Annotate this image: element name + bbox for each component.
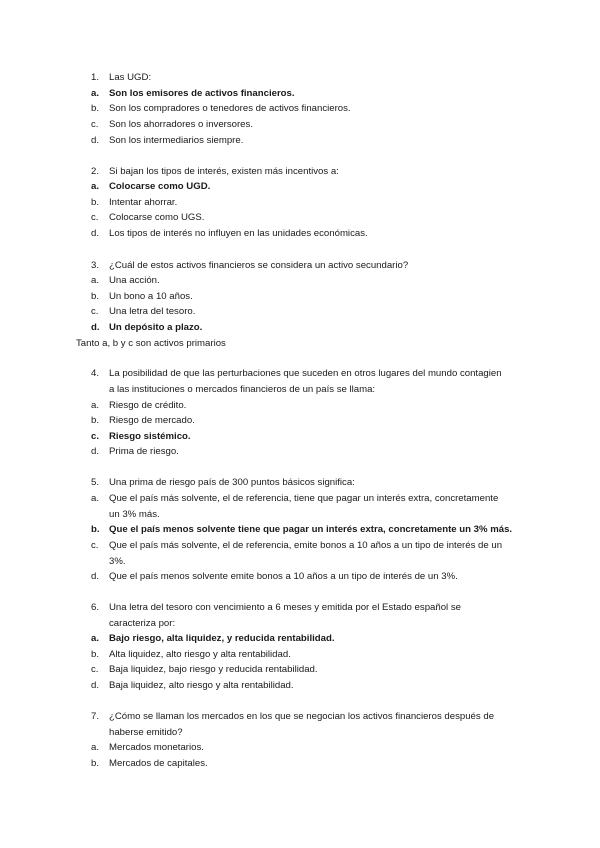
answer-note: Tanto a, b y c son activos primarios <box>76 338 226 349</box>
option-letter: a. <box>91 633 100 644</box>
option-letter: d. <box>91 571 100 582</box>
option-text: Los tipos de interés no influyen en las unidades económicas. <box>109 228 368 239</box>
question-text: Las UGD: <box>109 72 152 83</box>
correct-option-text: Son los emisores de activos financieros. <box>109 88 295 99</box>
question-text: Si bajan los tipos de interés, existen más incentivos a: <box>109 166 339 177</box>
option-letter: a. <box>91 742 100 753</box>
option-letter: c. <box>91 664 99 675</box>
option-letter: b. <box>91 649 100 660</box>
option-text: Baja liquidez, bajo riesgo y reducida rentabilidad. <box>109 664 318 675</box>
option-letter: b. <box>91 758 100 769</box>
option-text: Un bono a 10 años. <box>109 291 193 302</box>
option-letter: b. <box>91 291 100 302</box>
option-letter: d. <box>91 322 100 333</box>
question-number: 7. <box>91 711 100 722</box>
option-letter: d. <box>91 680 100 691</box>
option-text: Riesgo de mercado. <box>109 415 195 426</box>
option-text: Son los intermediarios siempre. <box>109 135 244 146</box>
option-letter: b. <box>91 103 100 114</box>
question-number: 6. <box>91 602 100 613</box>
option-letter: a. <box>91 493 100 504</box>
option-text: Una acción. <box>109 275 160 286</box>
option-letter: c. <box>91 119 99 130</box>
question-number: 4. <box>91 368 100 379</box>
option-letter: c. <box>91 540 99 551</box>
option-text: 3%. <box>109 556 126 567</box>
question-text: ¿Cuál de estos activos financieros se considera un activo secundario? <box>109 260 409 271</box>
question-number: 3. <box>91 260 100 271</box>
option-letter: d. <box>91 228 100 239</box>
question-text: a las instituciones o mercados financieros de un país se llama: <box>109 384 376 395</box>
correct-option-text: Bajo riesgo, alta liquidez, y reducida rentabilidad. <box>109 633 335 644</box>
option-letter: c. <box>91 212 99 223</box>
question-text: caracteriza por: <box>109 618 176 629</box>
option-text: Que el país más solvente, el de referencia, emite bonos a 10 años a un tipo de interés de un <box>109 540 503 551</box>
option-text: Mercados monetarios. <box>109 742 204 753</box>
question-number: 2. <box>91 166 100 177</box>
option-text: Prima de riesgo. <box>109 446 179 457</box>
option-text: Que el país menos solvente emite bonos a 10 años a un tipo de interés de un 3%. <box>109 571 458 582</box>
option-letter: c. <box>91 431 100 442</box>
option-letter: b. <box>91 415 100 426</box>
option-text: Son los compradores o tenedores de activos financieros. <box>109 103 351 114</box>
option-text: Colocarse como UGS. <box>109 212 205 223</box>
question-text: Una letra del tesoro con vencimiento a 6 meses y emitida por el Estado español se <box>109 602 461 613</box>
correct-option-text: Colocarse como UGD. <box>109 181 211 192</box>
correct-option-text: Riesgo sistémico. <box>109 431 191 442</box>
option-text: Una letra del tesoro. <box>109 306 196 317</box>
question-text: haberse emitido? <box>109 727 183 738</box>
option-letter: b. <box>91 197 100 208</box>
option-letter: d. <box>91 135 100 146</box>
option-text: Intentar ahorrar. <box>109 197 178 208</box>
correct-option-text: Un depósito a plazo. <box>109 322 203 333</box>
option-text: Baja liquidez, alto riesgo y alta rentabilidad. <box>109 680 294 691</box>
option-letter: a. <box>91 88 100 99</box>
question-text: La posibilidad de que las perturbaciones que suceden en otros lugares del mundo contagien <box>109 368 502 379</box>
option-text: Son los ahorradores o inversores. <box>109 119 253 130</box>
option-text: Riesgo de crédito. <box>109 400 187 411</box>
question-number: 5. <box>91 477 100 488</box>
option-text: un 3% más. <box>109 509 160 520</box>
question-text: Una prima de riesgo país de 300 puntos básicos significa: <box>109 477 355 488</box>
question-number: 1. <box>91 72 100 83</box>
option-letter: a. <box>91 275 100 286</box>
option-letter: a. <box>91 181 100 192</box>
option-letter: c. <box>91 306 99 317</box>
correct-option-text: Que el país menos solvente tiene que pagar un interés extra, concretamente un 3% más. <box>109 524 513 535</box>
option-letter: d. <box>91 446 100 457</box>
option-letter: b. <box>91 524 100 535</box>
option-text: Mercados de capitales. <box>109 758 208 769</box>
option-letter: a. <box>91 400 100 411</box>
question-text: ¿Cómo se llaman los mercados en los que se negocian los activos financieros después de <box>109 711 495 722</box>
option-text: Alta liquidez, alto riesgo y alta rentabilidad. <box>109 649 291 660</box>
option-text: Que el país más solvente, el de referencia, tiene que pagar un interés extra, concretamente <box>109 493 499 504</box>
